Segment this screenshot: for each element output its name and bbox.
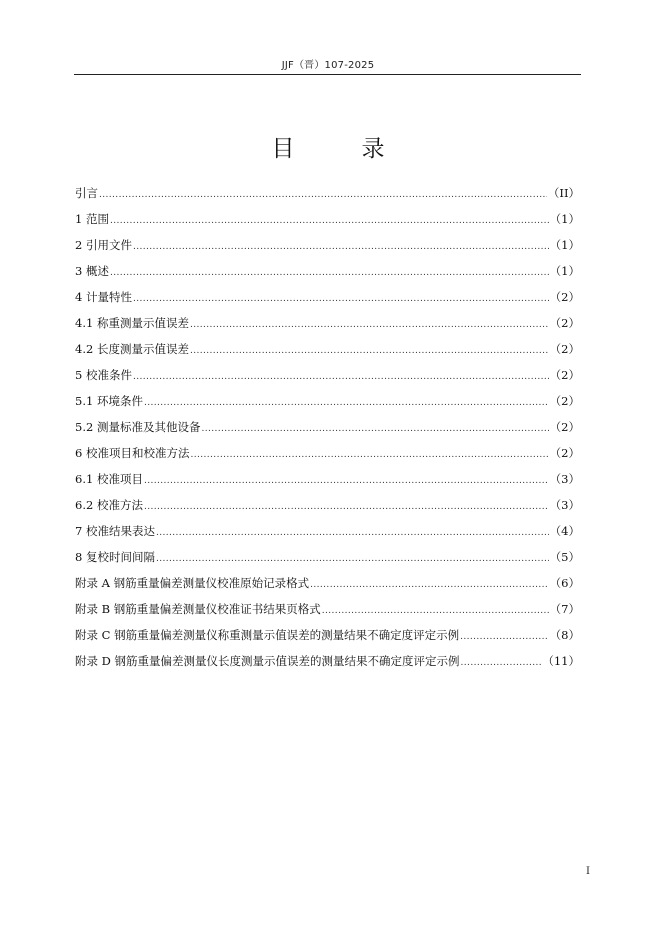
- toc-entry-page: （2）: [549, 316, 580, 330]
- toc-entry-page: （2）: [549, 290, 580, 304]
- dot-leader: [99, 182, 547, 206]
- dot-leader: [190, 312, 549, 336]
- toc-entry[interactable]: [75, 492, 580, 518]
- toc-entry-page: （11）: [542, 654, 580, 668]
- dot-leader: [190, 338, 549, 362]
- toc-entry-page: （II）: [547, 186, 580, 200]
- toc-entry-label: 4.1 称重测量示值误差: [75, 316, 189, 330]
- dot-leader: [133, 286, 549, 310]
- header-divider: [74, 74, 581, 75]
- toc-entry-page: （2）: [549, 446, 580, 460]
- toc-entry-page: （3）: [549, 472, 580, 486]
- toc-entry[interactable]: [75, 258, 580, 284]
- toc-entry[interactable]: [75, 336, 580, 362]
- toc-entry-label: 1 范围: [75, 212, 109, 226]
- page-number: I: [586, 866, 590, 877]
- toc-entry-page: （4）: [549, 524, 580, 538]
- toc-entry-page: （1）: [549, 264, 580, 278]
- dot-leader: [133, 234, 549, 258]
- toc-entry[interactable]: [75, 180, 580, 206]
- toc-entry-label: 5.1 环境条件: [75, 394, 143, 408]
- toc-entry[interactable]: [75, 544, 580, 570]
- document-code-header: JJF（晋）107-2025: [281, 60, 375, 71]
- toc-entry-label: 7 校准结果表达: [75, 524, 155, 538]
- dot-leader: [144, 494, 549, 518]
- table-of-contents: [75, 180, 580, 674]
- toc-entry[interactable]: [75, 570, 580, 596]
- toc-entry[interactable]: [75, 518, 580, 544]
- toc-entry-label: 4 计量特性: [75, 290, 132, 304]
- dot-leader: [461, 650, 542, 674]
- toc-entry-label: 附录 A 钢筋重量偏差测量仪校准原始记录格式: [75, 576, 310, 590]
- dot-leader: [133, 364, 549, 388]
- toc-entry-page: （2）: [549, 420, 580, 434]
- toc-entry[interactable]: [75, 414, 580, 440]
- toc-entry-label: 附录 C 钢筋重量偏差测量仪称重测量示值误差的测量结果不确定度评定示例: [75, 628, 460, 642]
- toc-entry-page: （2）: [549, 368, 580, 382]
- dot-leader: [310, 572, 549, 596]
- toc-entry-label: 5 校准条件: [75, 368, 132, 382]
- toc-entry-page: （1）: [549, 238, 580, 252]
- dot-leader: [156, 520, 549, 544]
- toc-entry[interactable]: [75, 206, 580, 232]
- toc-entry-page: （2）: [549, 342, 580, 356]
- toc-entry-label: 6.2 校准方法: [75, 498, 143, 512]
- toc-entry-page: （8）: [549, 628, 580, 642]
- toc-entry-label: 附录 B 钢筋重量偏差测量仪校准证书结果页格式: [75, 602, 321, 616]
- toc-entry-label: 5.2 测量标准及其他设备: [75, 420, 201, 434]
- toc-entry[interactable]: [75, 362, 580, 388]
- dot-leader: [201, 416, 548, 440]
- toc-entry-label: 6 校准项目和校准方法: [75, 446, 190, 460]
- toc-entry-label: 3 概述: [75, 264, 109, 278]
- dot-leader: [190, 442, 548, 466]
- toc-entry-page: （7）: [549, 602, 580, 616]
- toc-entry[interactable]: [75, 622, 580, 648]
- toc-entry-label: 6.1 校准项目: [75, 472, 143, 486]
- toc-entry-page: （5）: [549, 550, 580, 564]
- toc-entry-page: （2）: [549, 394, 580, 408]
- dot-leader: [322, 598, 549, 622]
- toc-entry-label: 4.2 长度测量示值误差: [75, 342, 189, 356]
- toc-entry[interactable]: [75, 232, 580, 258]
- toc-entry[interactable]: [75, 284, 580, 310]
- toc-entry-label: 2 引用文件: [75, 238, 132, 252]
- dot-leader: [144, 468, 549, 492]
- toc-entry[interactable]: [75, 648, 580, 674]
- toc-entry[interactable]: [75, 596, 580, 622]
- toc-entry-page: （6）: [549, 576, 580, 590]
- toc-entry[interactable]: [75, 310, 580, 336]
- dot-leader: [156, 546, 549, 570]
- toc-entry-page: （3）: [549, 498, 580, 512]
- dot-leader: [110, 208, 549, 232]
- toc-entry[interactable]: [75, 388, 580, 414]
- toc-entry-page: （1）: [549, 212, 580, 226]
- toc-entry-label: 8 复校时间间隔: [75, 550, 155, 564]
- dot-leader: [144, 390, 549, 414]
- dot-leader: [110, 260, 549, 284]
- dot-leader: [460, 624, 549, 648]
- toc-entry[interactable]: [75, 440, 580, 466]
- toc-entry[interactable]: [75, 466, 580, 492]
- toc-title: 目 录: [271, 136, 407, 162]
- toc-entry-label: 附录 D 钢筋重量偏差测量仪长度测量示值误差的测量结果不确定度评定示例: [75, 654, 460, 668]
- toc-entry-label: 引言: [75, 186, 98, 200]
